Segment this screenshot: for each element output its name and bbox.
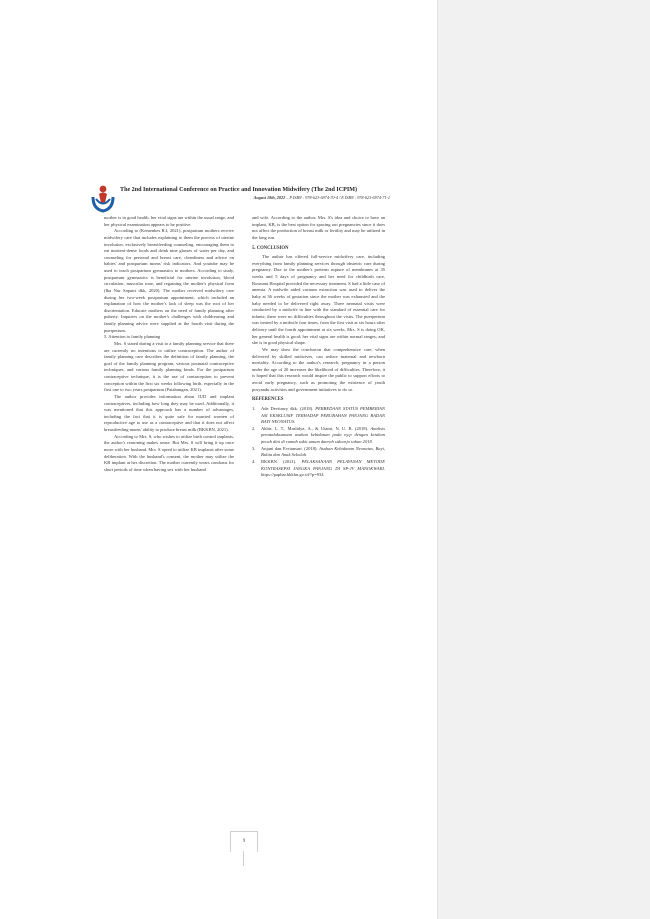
reference-list bbox=[252, 406, 385, 479]
page-number: 9 bbox=[230, 831, 258, 852]
reference-item bbox=[252, 426, 385, 446]
left-paragraph: The author provides information about IUD and implant contraceptives, including how long they may be used. Additionally, it was mentioned that this approach has a number of advantages, including the fact that it is quite safe for married women of reproductive age to use as a contraceptive and that it does not affect breastfeeding mums' ability to produce breast milk (BKKBN, 2021). bbox=[104, 393, 234, 432]
left-paragraph: According to Mrs. S, who wishes to utilize birth control implants, the author's reasoning makes sense. But Mrs. S will bring it up once more with her husband. Mrs. S opted to utilize KB implants after some deliberation. With the husband's consent, the mother may utilize the KB implant at her discretion. The mother currently wears condoms for short periods of time when having sex with her husband bbox=[104, 433, 234, 472]
left-subheading: 5. Attention to family planning bbox=[104, 334, 161, 340]
reference-text: Anjani dan Evriansari. (2018). Asuhan Kebidanan Neonatus, Bayi, Balita dan Anak Sekolah. bbox=[261, 445, 385, 458]
left-paragraph: According to (Kemenkes R.I, 2021), postpartum mothers receive midwifery care that includes explaining to them the process of uterine involution, exclusively breastfeeding counseling, encouraging them to eat nutrient-dense foods and drink nine glasses of water per day, and counseling for personal and breast care, cleanliness and advice on babies' and postpartum moms' risk indicators. And youtube may be used to teach postpartum gymnastics to mothers. According to study, postpartum gymnastics is beneficial for uterine involution, blood circulation, muscular tone, and regaining the mother's physical form (Ika Nur Saputri dkk, 2020). The mother received midwifery care during her two-week postpartum appointment, which included an explanation of how the mother's lack of sleep was the root of her disorientation. Educate mothers on the need of family planning after puberty. Inquiries on the mother's challenges with childrearing and family planning advice were supplied at the fourth visit during the puerperium. bbox=[104, 228, 234, 333]
conclusion-paragraph: The author has offered full-service midwifery care, including everything from family planning services through obstetric care during pregnancy. Due to the mother's preterm rupture of membranes at 35 weeks and 5 days of pregnancy and her need for childbirth care, Rosmani Hospital provided the necessary treatment. S had a little case of anemia. A midwife aided vacuum extraction was used to deliver the baby at 36 weeks of gestation since the mother was exhausted and the baby needed to be delivered right away. Three neonatal visits were conducted by a midwife in line with the standard of essential care for infants; there were no difficulties throughout the visits. The puerperium was treated by a midwife four times, from the first visit at six hours after delivery until the fourth appointment at six weeks. Mrs. S is doing OK, her general health is good; her vital signs are within normal ranges; and she is in good physical shape. bbox=[252, 254, 385, 346]
conference-logo-icon bbox=[90, 183, 116, 213]
reference-number: 1. bbox=[252, 405, 256, 411]
left-column bbox=[104, 215, 234, 473]
page-number-divider bbox=[243, 851, 244, 866]
references-heading: REFERENCES bbox=[252, 397, 284, 403]
right-column bbox=[252, 215, 385, 479]
reference-text: Akhir, L. T., Maslidya, A., & Utami, N. U. R. (2018). Analisis penatalaksanaan asuhan kebidanan pada ny.p dengan ketuban pecah dini di rumah sakit umum daerah sidoarjo tahun 2018. bbox=[261, 425, 385, 444]
conference-subtitle bbox=[150, 195, 390, 201]
reference-item bbox=[252, 459, 385, 479]
reference-number: 2. bbox=[252, 425, 256, 431]
reference-number: 3. bbox=[252, 445, 256, 451]
reference-text: Ade Devitasry dkk. (2018). PERBEDAAN STATUS PEMBERIAN ASI EKSKLUSIF TERHADAP PERUBAHAN PANJANG BADAN BAYI NEONATUS. bbox=[261, 405, 385, 425]
left-paragraph: mother is in good health, her vital signs are within the usual range, and her physical examination appears to be positive. bbox=[104, 215, 234, 227]
left-paragraph: Mrs. S stated during a visit to a family planning service that there are currently no intentions to utilize contraception. The author of family planning care describes the definition of family planning, the goal of the family planning program, various postnatal contraceptive techniques, and various family planning kinds. For the postpartum contraceptive technique, it is the use of contraception to prevent conception within the first six weeks following birth, especially in the first one to two years postpartum (Patabungan, 2021). bbox=[104, 340, 234, 393]
page-header bbox=[90, 183, 390, 219]
conference-title: The 2nd International Conference on Practice and Innovation Midwifery (The 2nd ICPIM) bbox=[120, 187, 358, 193]
reference-text: BKKBN. (2021). PELAKSANAAN PELAYANAN METODE KONTRASEPSI JANGKA PANJANG DI SP-JV MANOKWARI. https://papbar.bkkbn.go.id/?p=934 bbox=[261, 458, 385, 478]
conference-isbn: – P ISBN : 978-623-6974-70-4 / E ISBN : 978-623-6974-71-1 bbox=[285, 195, 390, 200]
comment-pane[interactable] bbox=[437, 0, 650, 919]
reference-number: 4. bbox=[252, 458, 256, 464]
right-paragraph: and wife. According to the author, Mrs. S's idea and choice to have an implant, KB, is the best option for spacing out pregnancies since it does not affect the production of breast milk or fertility and may be utilized in the long run. bbox=[252, 215, 385, 240]
conference-date: August 18th, 2022 bbox=[253, 195, 286, 200]
reference-item bbox=[252, 446, 385, 459]
reference-item bbox=[252, 406, 385, 426]
conclusion-heading: 5. CONCLUSION bbox=[252, 245, 289, 251]
conclusion-paragraph: We may draw the conclusion that comprehensive care, when delivered by skilled midwives, can reduce maternal and newborn mortality. According to the author's research, pregnancy in a person under the age of 20 increases the likelihood of difficulties. Therefore, it is hoped that this research would inspire the public to support efforts to avoid early pregnancy, such as promoting the existence of youth posyandu activities and government initiatives to do so. bbox=[252, 346, 385, 392]
